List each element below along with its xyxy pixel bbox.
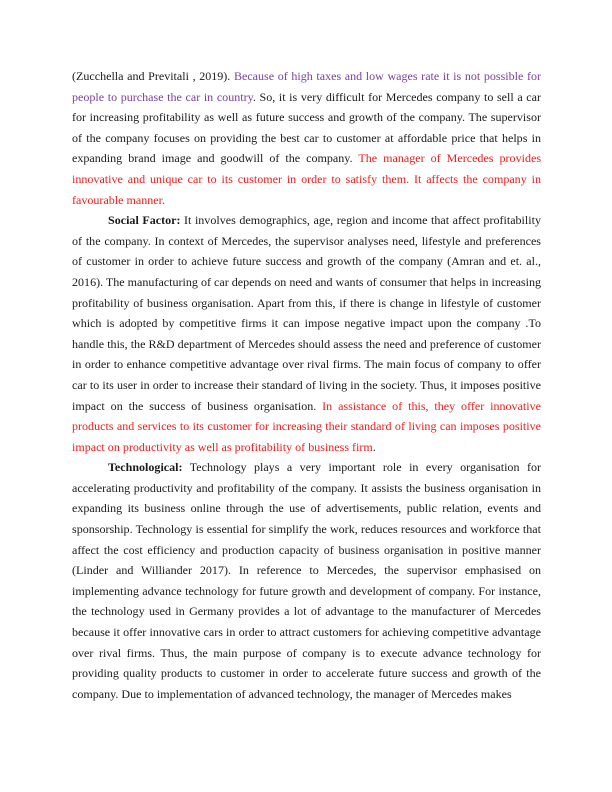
document-page xyxy=(72,66,541,704)
citation-text: (Zucchella and Previtali , 2019). xyxy=(72,69,234,83)
body-text: It involves demographics, age, region and income that affect profitability of the company. In context of Mercedes, the supervisor analyses need, lifestyle and preferences of customer in order to achieve future success and growth of the company (Amran and et. al., 2016). The manufacturing of car depends on need and wants of consumer that helps in increasing profitability of business organisation. Apart from this, if there is change in lifestyle of customer which is adopted by competitive firms it can impose negative impact upon the company .To handle this, the R&D department of Mercedes should assess the need and preference of customer in order to enhance competitive advantage over rival firms. The main focus of company to offer car to its user in order to increase their standard of living in the society. Thus, it imposes positive impact on the success of business organisation. xyxy=(72,213,541,413)
red-highlight-text: In assistance of this, they offer innovative products and services to its customer for increasing their standard of living can imposes positive impact on productivity as well as profitability of business firm xyxy=(72,398,541,454)
paragraph-social-factor xyxy=(72,210,541,457)
body-text: . So, it is very difficult for Mercedes company to sell a car for increasing profitability as well as future success and growth of the company. The supervisor of the company focuses on providing the best car to customer at affordable price that helps in expanding brand image and goodwill of the company. xyxy=(72,89,541,166)
section-heading-social-factor: Social Factor: xyxy=(108,213,181,228)
paragraph-technological xyxy=(72,457,541,704)
paragraph-political-continuation xyxy=(72,66,541,210)
section-heading-technological: Technological: xyxy=(108,460,183,475)
purple-highlight-text: Because of high taxes and low wages rate it is not possible for people to purchase the car in country xyxy=(72,69,541,104)
body-text-end: . xyxy=(372,439,376,454)
red-highlight-text: The manager of Mercedes provides innovative and unique car to its customer in order to satisfy them. It affects the company in favourable manner. xyxy=(72,151,542,207)
body-text: Technology plays a very important role in every organisation for accelerating productivity and profitability of the company. It assists the business organisation in expanding its business online through the use of advertisements, public relation, events and sponsorship. Technology is essential for simplify the work, reduces resources and workforce that affect the cost efficiency and production capacity of business organisation in positive manner (Linder and Williander 2017). In reference to Mercedes, the supervisor emphasised on implementing advance technology for future growth and development of company. For instance, the technology used in Germany provides a lot of advantage to the manufacturer of Mercedes because it offer innovative cars in order to attract customers for achieving competitive advantage over rival firms. Thus, the main purpose of company is to execute advance technology for providing quality products to customer in order to accelerate future success and growth of the company. Due to implementation of advanced technology, the manager of Mercedes makes xyxy=(72,460,541,701)
